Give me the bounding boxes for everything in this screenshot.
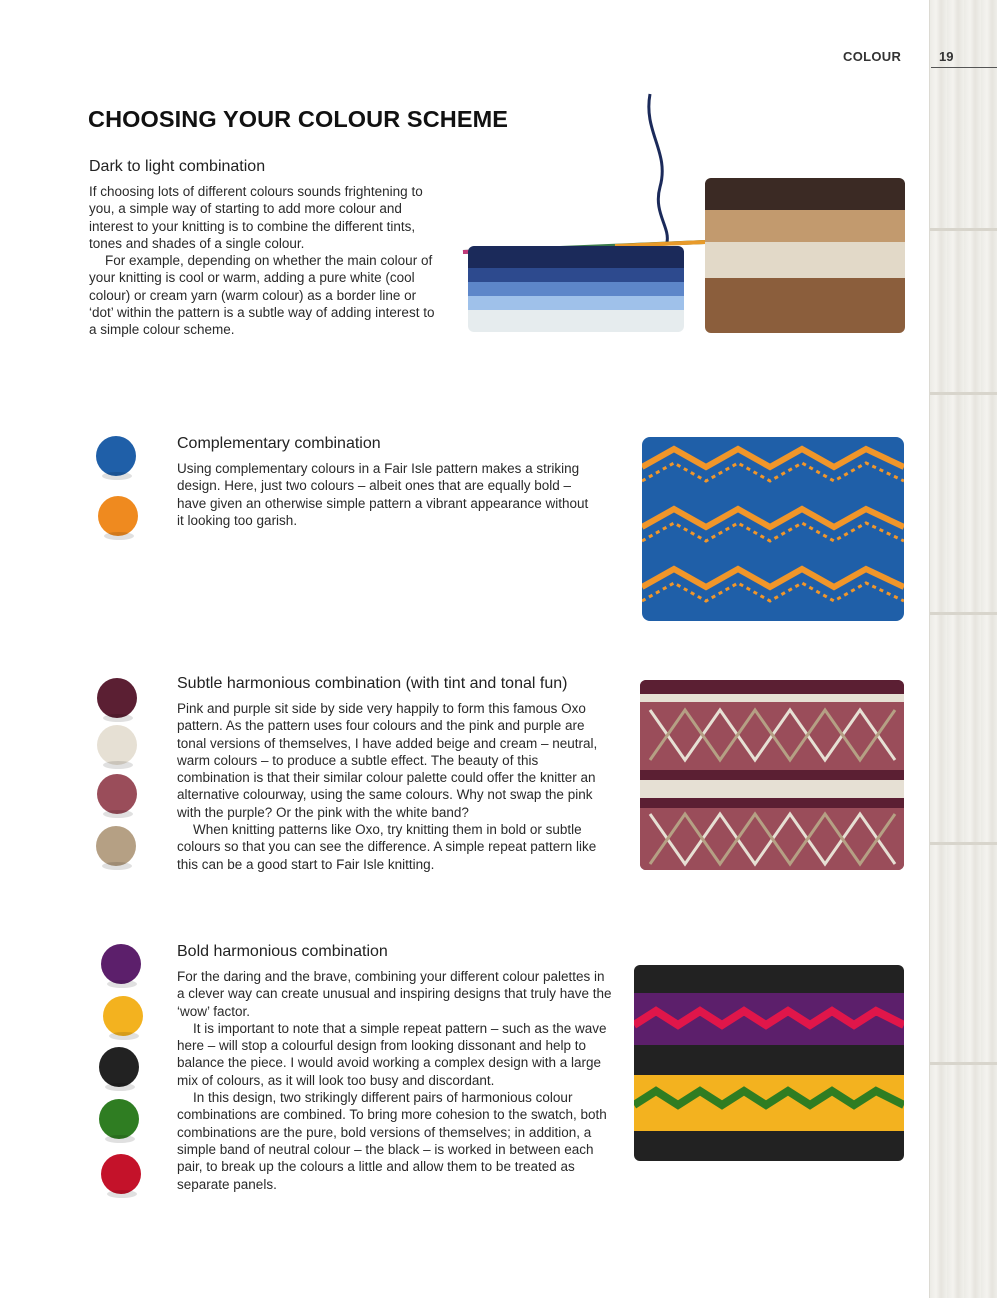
section-body-complementary bbox=[177, 460, 597, 529]
pompom-green bbox=[99, 1099, 139, 1139]
section-heading-bold-harmonious: Bold harmonious combination bbox=[177, 943, 388, 960]
paragraph: Pink and purple sit side by side very happily to form this famous Oxo pattern. As the pattern uses four colours and the pink and purple are tonal versions of themselves, I have added beige and cream – neutral, warm colours – to produce a subtle effect. The beauty of this combination is that their similar colour palette could offer the knitter an alternative colourway, using the same colours. Why not swap the pink with the purple? Or the pink with the white band? bbox=[177, 701, 598, 820]
page-title: CHOOSING YOUR COLOUR SCHEME bbox=[88, 106, 509, 132]
swatch-blue-orange-zigzag bbox=[642, 437, 904, 621]
paragraph: In this design, two strikingly different pairs of harmonious colour combinations are combined. To bring more cohesion to the swatch, both combinations are the pure, bold versions of themselves; in addition, a simple band of neutral colour – the black – is worked in between each pair, to break up the colours a little and allow them to be treated as separate panels. bbox=[177, 1090, 607, 1192]
page-number: 19 bbox=[939, 49, 954, 64]
needle-with-yarn-illustration bbox=[455, 92, 715, 262]
section-heading-complementary: Complementary combination bbox=[177, 435, 381, 452]
section-heading-dark-to-light: Dark to light combination bbox=[89, 158, 266, 175]
pompom-orange bbox=[98, 496, 138, 536]
pompom-blue bbox=[96, 436, 136, 476]
running-header-section: COLOUR bbox=[843, 49, 902, 64]
swatch-oxo-pattern bbox=[640, 680, 904, 870]
pompom-black bbox=[99, 1047, 139, 1087]
section-body-bold-harmonious bbox=[177, 968, 613, 1193]
paragraph: For the daring and the brave, combining your different colour palettes in a clever way can create unusual and inspiring designs that truly have the ‘wow’ factor. bbox=[177, 969, 612, 1019]
pompom-cream bbox=[97, 725, 137, 765]
section-body-dark-to-light bbox=[89, 183, 444, 339]
swatch-blue-gradient bbox=[468, 246, 684, 332]
swatch-bold-wave bbox=[634, 965, 904, 1161]
header-rule bbox=[931, 67, 997, 68]
paragraph: Using complementary colours in a Fair Isle pattern makes a striking design. Here, just two colours – albeit ones that are equally bold – have given an otherwise simple pattern a vibrant appearance without it looking too garish. bbox=[177, 461, 589, 528]
pompom-pink bbox=[97, 774, 137, 814]
pompom-yellow bbox=[103, 996, 143, 1036]
section-body-subtle-harmonious bbox=[177, 700, 613, 873]
pompom-purple bbox=[101, 944, 141, 984]
paragraph: It is important to note that a simple repeat pattern – such as the wave here – will stop a colourful design from looking dissonant and help to balance the piece. I would avoid working a complex design with a large mix of colours, as it will look too busy and discordant. bbox=[177, 1020, 607, 1088]
paragraph: When knitting patterns like Oxo, try knitting them in bold or subtle colours so that you can see the difference. A simple repeat pattern like this can be a good start to Fair Isle knitting. bbox=[177, 822, 597, 872]
paragraph: If choosing lots of different colours sounds frightening to you, a simple way of starting to add more colour and interest to your knitting is to combine the different tints, tones and shades of a single colour. bbox=[89, 184, 423, 251]
pompom-beige bbox=[96, 826, 136, 866]
paragraph: For example, depending on whether the main colour of your knitting is cool or warm, adding a pure white (cool colour) or cream yarn (warm colour) as a border line or ‘dot’ within the pattern is a subtle way of adding interest to a simple colour scheme. bbox=[89, 253, 435, 338]
pompom-dark-purple bbox=[97, 678, 137, 718]
section-heading-subtle-harmonious: Subtle harmonious combination (with tint and tonal fun) bbox=[177, 675, 568, 692]
pompom-red bbox=[101, 1154, 141, 1194]
swatch-brown-gradient bbox=[705, 178, 905, 333]
wood-texture-margin bbox=[929, 0, 997, 1298]
